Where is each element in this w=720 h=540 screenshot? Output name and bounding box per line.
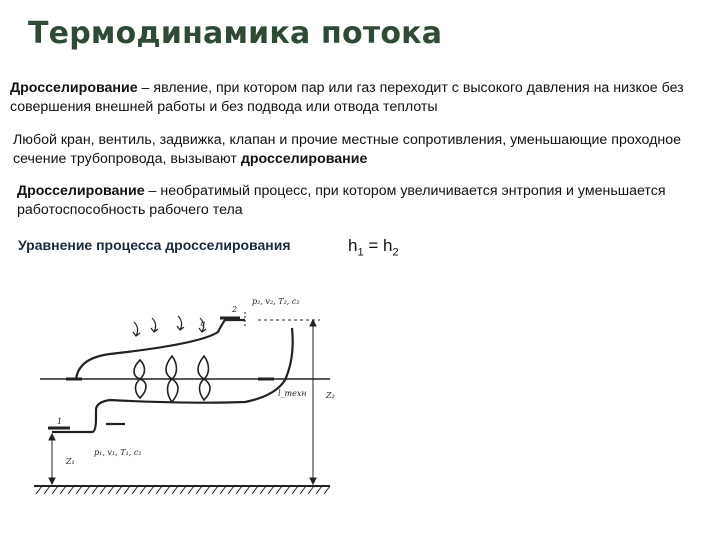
paragraph-irreversible <box>17 182 677 220</box>
equation-rhs-sub: 2 <box>392 246 399 259</box>
term-throttling-inline: дросселирование <box>240 151 368 167</box>
equation-label: Уравнение процесса дросселирования <box>18 237 291 253</box>
flanges <box>48 318 274 428</box>
label-height-outlet: Z₂ <box>326 391 335 400</box>
label-height-inlet: Z₁ <box>66 457 75 466</box>
definition-text: – явление, при котором пар или газ переходит с высокого давления на низкое без совершения внешней работы и без подвода или отвода теплоты <box>10 80 684 115</box>
paragraph-causes <box>13 131 693 169</box>
irreversible-text: – необратимый процесс, при котором увеличивается энтропия и уменьшается работоспособность рабочего тела <box>17 183 666 218</box>
height-dimensions <box>49 312 320 484</box>
label-heat: q <box>200 319 206 328</box>
label-outlet-section: 2 <box>232 305 238 314</box>
causes-text: Любой кран, вентиль, задвижка, клапан и прочие местные сопротивления, уменьшающие проходное сечение трубопровода, вызывают <box>13 132 681 167</box>
label-inlet-section: 1 <box>57 417 63 426</box>
equation-lhs-sub: 1 <box>357 246 364 259</box>
label-technical-work: l_техн <box>278 389 307 398</box>
paragraph-definition <box>10 79 710 117</box>
device-body <box>52 320 293 432</box>
page-title: Термодинамика потока <box>28 16 443 51</box>
term-throttling: Дросселирование <box>10 80 138 96</box>
equation <box>348 236 399 258</box>
equation-mid: = h <box>363 236 393 255</box>
ground <box>34 486 330 494</box>
equation-lhs: h <box>348 236 358 255</box>
flow-diagram <box>30 288 350 503</box>
heat-arrows <box>133 316 206 336</box>
label-inlet-params: p₁, v₁, T₁, c₁ <box>94 448 142 457</box>
label-outlet-params: p₂, v₂, T₂, c₂ <box>252 297 300 306</box>
term-throttling-2: Дросселирование <box>17 183 145 199</box>
